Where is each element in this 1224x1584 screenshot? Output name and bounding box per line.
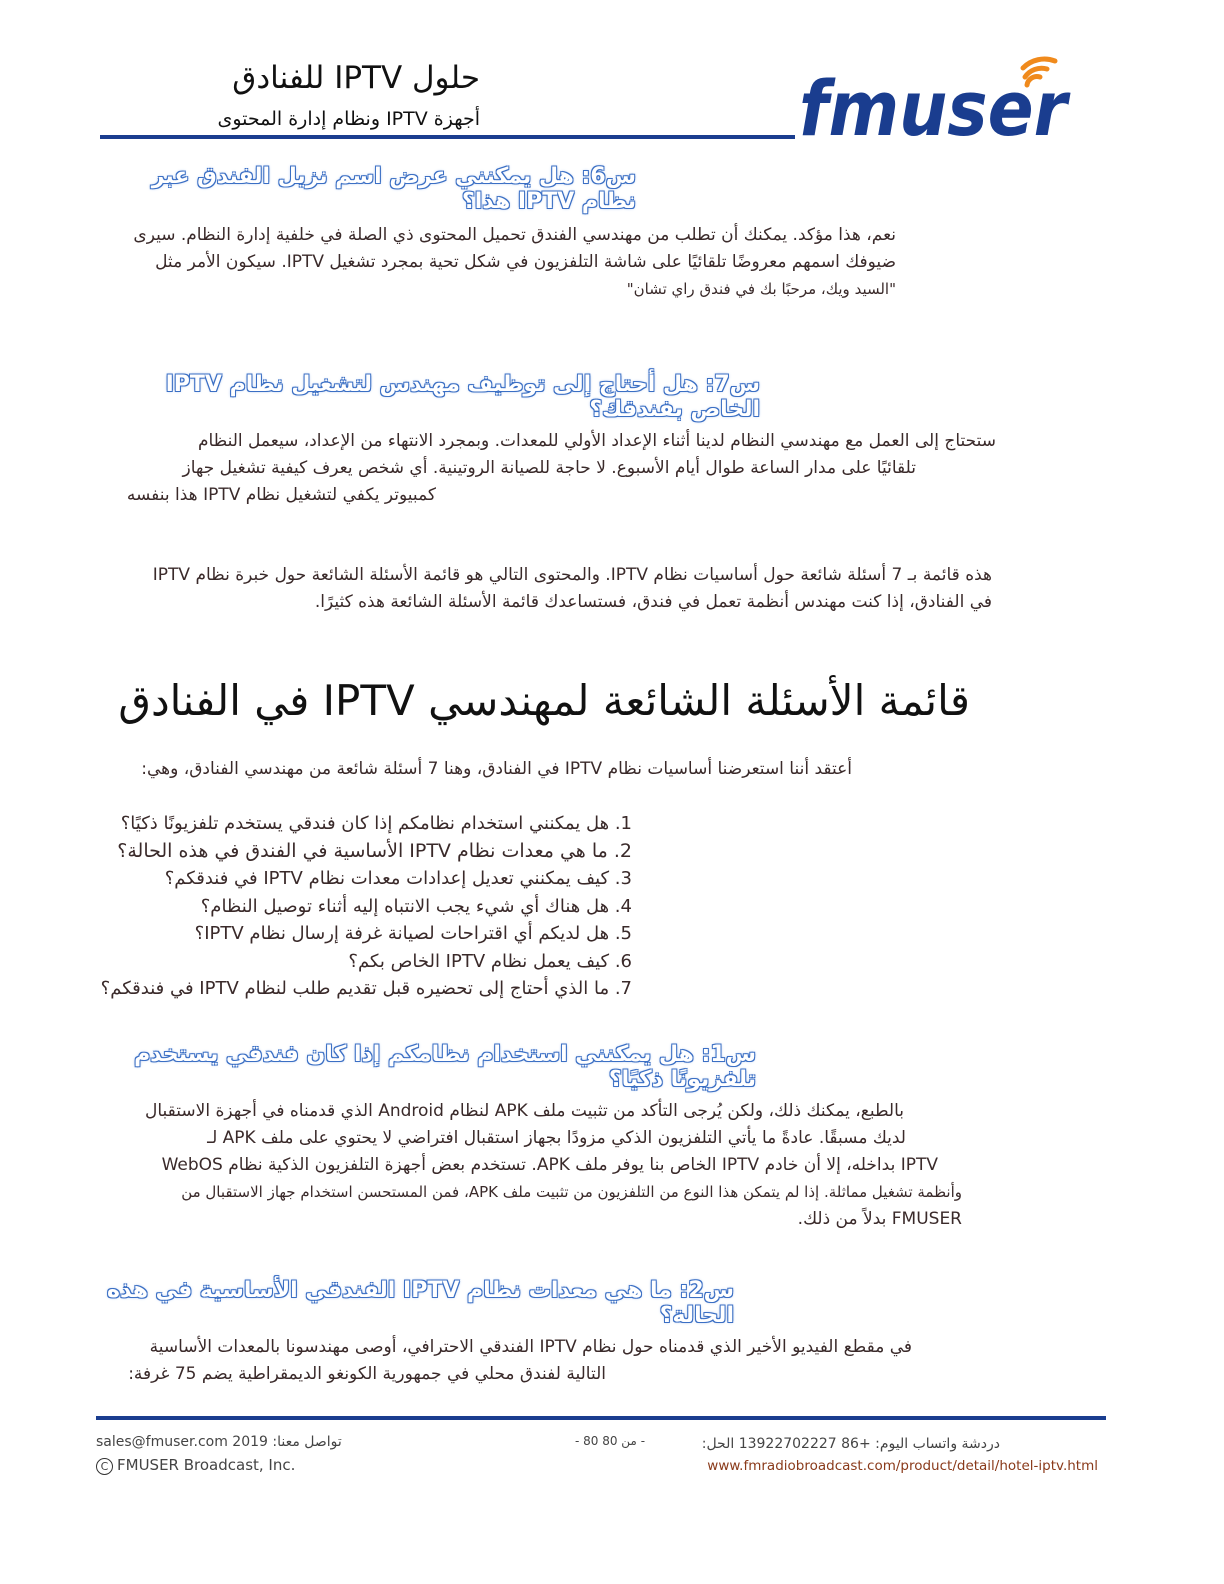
question-2-answer xyxy=(96,1334,912,1388)
copyright-icon: C xyxy=(96,1458,113,1475)
footer-url-link[interactable]: www.fmradiobroadcast.com/product/detail/hotel-iptv.html xyxy=(707,1458,1098,1474)
answer-line: FMUSER بدلاً من ذلك. xyxy=(797,1209,962,1229)
answer-line: في مقطع الفيديو الأخير الذي قدمناه حول نظام IPTV الفندقي الاحترافي، أوصى مهندسونا بالمعدات الأساسية xyxy=(149,1337,912,1357)
footer-contact: sales@fmuser.com 2019 :تواصل معنا xyxy=(96,1434,342,1450)
question-7-heading: س7: هل أحتاج إلى توظيف مهندس لتشغيل نظام IPTV الخاص بفندقك؟ xyxy=(165,372,760,422)
footer-phone: دردشة واتساب اليوم: +86 13922702227 الحل: xyxy=(701,1436,1000,1452)
summary-line: هذه قائمة بـ 7 أسئلة شائعة حول أساسيات نظام IPTV. والمحتوى التالي هو قائمة الأسئلة الشائعة حول خبرة نظام IPTV xyxy=(152,565,992,585)
summary-paragraph xyxy=(96,562,992,616)
faq-list-item: 2. ما هي معدات نظام IPTV الأساسية في الفندق في هذه الحالة؟ xyxy=(117,839,632,862)
answer-line: كمبيوتر يكفي لتشغيل نظام IPTV هذا بنفسه xyxy=(126,485,436,505)
faq-list-item: 4. هل هناك أي شيء يجب الانتباه إليه أثناء توصيل النظام؟ xyxy=(200,895,632,917)
faq-list-item: 6. كيف يعمل نظام IPTV الخاص بكم؟ xyxy=(348,950,632,972)
faq-title: قائمة الأسئلة الشائعة لمهندسي IPTV في الفنادق xyxy=(118,676,970,725)
summary-line: في الفنادق، إذا كنت مهندس أنظمة تعمل في فندق، فستساعدك قائمة الأسئلة الشائعة هذه كثيرًا. xyxy=(314,592,992,612)
answer-line: IPTV بداخله، إلا أن خادم IPTV الخاص بنا يوفر ملف APK. تستخدم بعض أجهزة التلفزيون الذكية نظام WebOS xyxy=(161,1155,938,1175)
answer-line: "السيد ويك، مرحبًا بك في فندق راي تشان" xyxy=(626,280,896,298)
question-1-answer xyxy=(96,1098,962,1233)
faq-intro: أعتقد أننا استعرضنا أساسيات نظام IPTV في الفنادق، وهنا 7 أسئلة شائعة من مهندسي الفنادق، وهي: xyxy=(141,759,852,779)
answer-line: لديك مسبقًا. عادةً ما يأتي التلفزيون الذكي مزودًا بجهاز استقبال افتراضي لا يحتوي على ملف APK لـ xyxy=(207,1128,906,1148)
page-number: - 80 من 80 - xyxy=(574,1434,646,1448)
question-2-heading: س2: ما هي معدات نظام IPTV الفندقي الأساسية في هذه الحالة؟ xyxy=(107,1278,734,1328)
logo-wordmark: fmuser xyxy=(799,64,1072,150)
footer-divider xyxy=(96,1416,1106,1420)
answer-line: التالية لفندق محلي في جمهورية الكونغو الديمقراطية يضم 75 غرفة: xyxy=(128,1364,606,1384)
answer-line: تلقائيًا على مدار الساعة طوال أيام الأسبوع. لا حاجة للصيانة الروتينية. أي شخص يعرف كيفية تشغيل جهاز xyxy=(182,458,916,478)
question-7-answer xyxy=(96,428,996,509)
answer-line: وأنظمة تشغيل مماثلة. إذا لم يتمكن هذا النوع من التلفزيون من تثبيت ملف APK، فمن المستحسن استخدام جهاز الاستقبال من xyxy=(181,1183,962,1201)
faq-list-item: 5. هل لديكم أي اقتراحات لصيانة غرفة إرسال نظام IPTV؟ xyxy=(194,923,632,944)
question-1-heading: س1: هل يمكنني استخدام نظامكم إذا كان فندقي يستخدم تلفزيونًا ذكيًا؟ xyxy=(134,1042,756,1092)
faq-list-item: 7. ما الذي أحتاج إلى تحضيره قبل تقديم طلب لنظام IPTV في فندقكم؟ xyxy=(100,978,632,999)
answer-line: ستحتاج إلى العمل مع مهندسي النظام لدينا أثناء الإعداد الأولي للمعدات. وبمجرد الانتهاء من الإعداد، سيعمل النظام xyxy=(197,431,996,451)
faq-list-item: 1. هل يمكنني استخدام نظامكم إذا كان فندقي يستخدم تلفزيونًا ذكيًا؟ xyxy=(120,813,632,834)
header-divider xyxy=(100,135,795,139)
faq-list-item: 3. كيف يمكنني تعديل إعدادات معدات نظام IPTV في فندقكم؟ xyxy=(164,868,632,889)
answer-line: نعم، هذا مؤكد. يمكنك أن تطلب من مهندسي الفندق تحميل المحتوى ذي الصلة في خلفية إدارة النظام. سيرى xyxy=(133,225,896,245)
fmuser-logo xyxy=(795,55,1085,150)
copyright-text: FMUSER Broadcast, Inc. xyxy=(117,1456,296,1474)
answer-line: بالطبع، يمكنك ذلك، ولكن يُرجى التأكد من تثبيت ملف APK لنظام Android الذي قدمناه في أجهزة الاستقبال xyxy=(144,1101,904,1121)
question-6-heading: س6: هل يمكنني عرض اسم نزيل الفندق عبر نظام IPTV هذا؟ xyxy=(151,164,636,214)
document-title: حلول IPTV للفنادق xyxy=(232,60,480,96)
document-subtitle: أجهزة IPTV ونظام إدارة المحتوى xyxy=(217,108,480,130)
answer-line: ضيوفك اسمهم معروضًا تلقائيًا على شاشة التلفزيون في شكل تحية بمجرد تشغيل IPTV. سيكون الأمر مثل xyxy=(155,252,896,272)
question-6-answer xyxy=(96,222,896,303)
faq-list xyxy=(96,810,632,1003)
footer-copyright xyxy=(96,1456,356,1475)
